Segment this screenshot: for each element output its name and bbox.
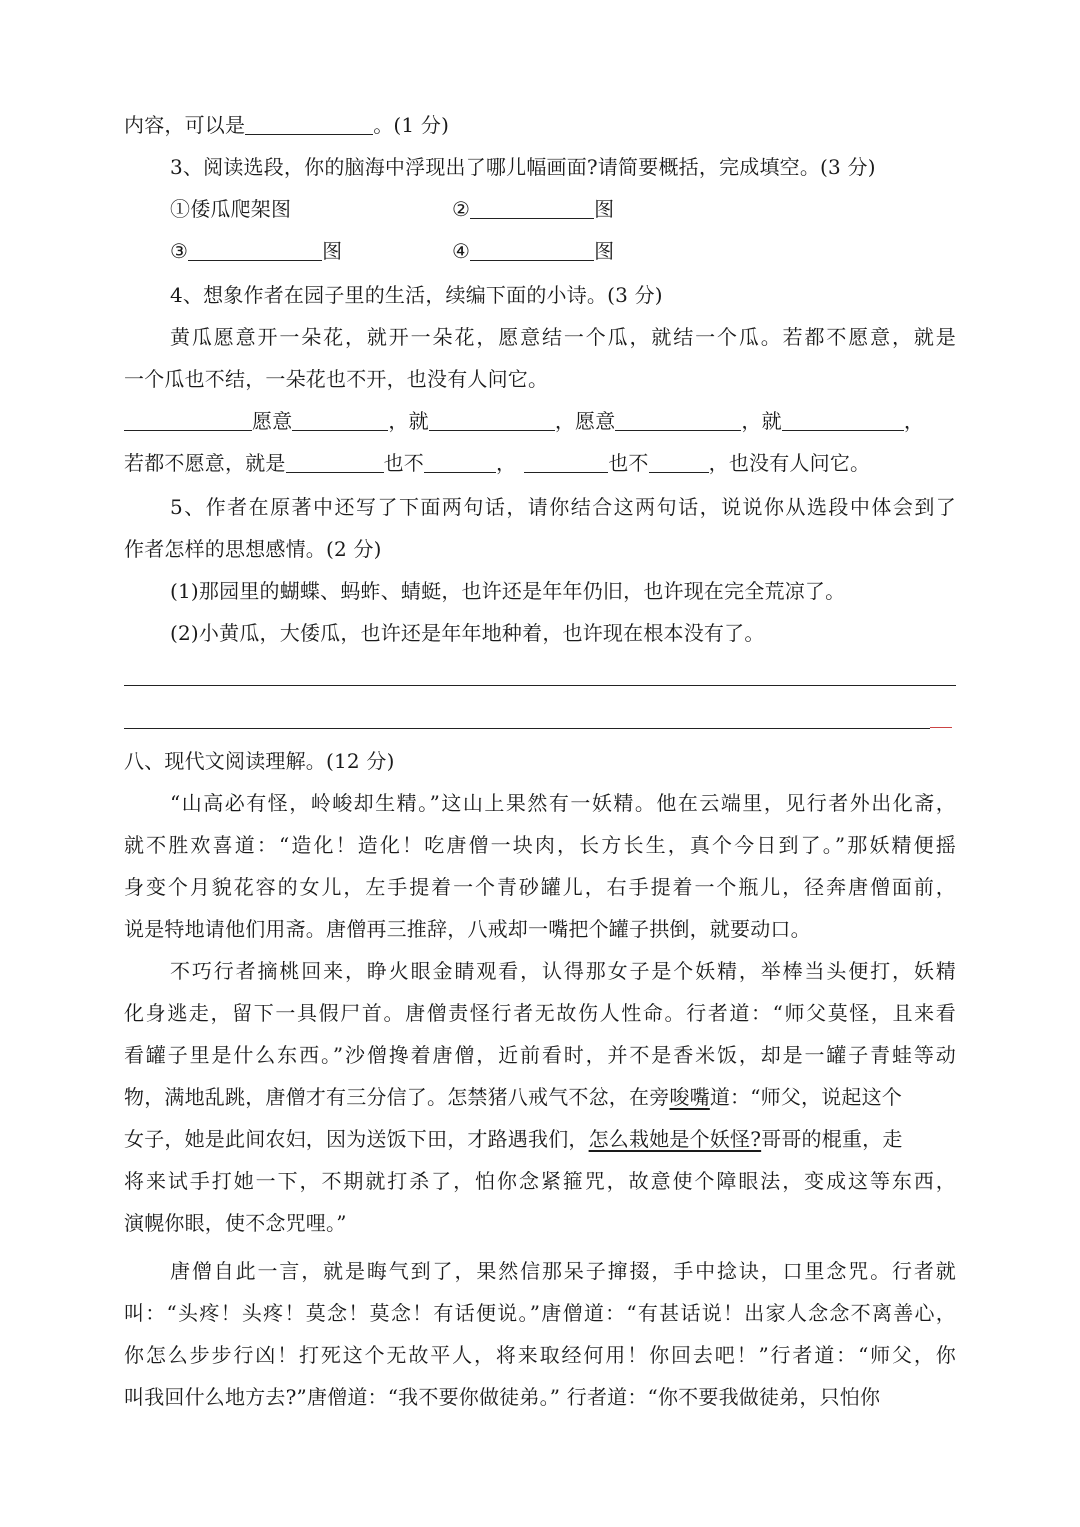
passage-line bbox=[124, 956, 956, 986]
question-5 bbox=[124, 492, 956, 522]
answer-blank[interactable] bbox=[124, 408, 252, 431]
passage-line bbox=[124, 1382, 956, 1412]
answer-item: ④ bbox=[452, 239, 471, 263]
passage-text: 说是特地请他们用斋。唐僧再三推辞，八戒却一嘴把个罐子拱倒，就要动口。 bbox=[124, 917, 811, 941]
answer-blank[interactable] bbox=[429, 408, 555, 431]
answer-blank[interactable] bbox=[649, 450, 709, 473]
fill-text: ，愿意 bbox=[554, 409, 616, 433]
passage-text: 就不胜欢喜道：“造化！造化！吃唐僧一块肉，长方长生，真个今日到了。”那妖精便摇 bbox=[124, 833, 956, 857]
passage-line bbox=[124, 914, 956, 944]
passage-text: 唐僧自此一言，就是晦气到了，果然信那呆子撺掇，手中捻诀，口里念咒。行者就 bbox=[170, 1259, 956, 1283]
passage-line bbox=[124, 1340, 956, 1370]
answer-item: ② bbox=[452, 197, 471, 221]
passage-line bbox=[124, 1040, 956, 1070]
passage-text: “山高必有怪，岭峻却生精。”这山上果然有一妖精。他在云端里，见行者外出化斋， bbox=[170, 791, 956, 815]
fill-text: 也不 bbox=[383, 451, 425, 475]
passage-line bbox=[124, 998, 956, 1028]
passage-text: 化身逃走，留下一具假尸首。唐僧责怪行者无故伤人性命。行者道：“师父莫怪，且来看 bbox=[124, 1001, 956, 1025]
quote-text: (1)那园里的蝴蝶、蚂蚱、蜻蜓，也许还是年年仍旧，也许现在完全荒凉了。 bbox=[170, 579, 846, 603]
question-3-row-2 bbox=[124, 236, 1002, 266]
fill-text: 也不 bbox=[608, 451, 649, 475]
passage-text: 将来试手打她一下，不期就打杀了，怕你念紧箍咒，故意使个障眼法，变成这等东西， bbox=[124, 1169, 956, 1193]
question-text: 4、想象作者在园子里的生活，续编下面的小诗。(3 分) bbox=[170, 283, 663, 307]
answer-blank[interactable] bbox=[470, 238, 594, 261]
section-heading: 八、现代文阅读理解。(12 分) bbox=[124, 749, 395, 773]
fill-text: ，就 bbox=[388, 409, 429, 433]
passage-text: 看罐子里是什么东西。”沙僧搀着唐僧，近前看时，并不是香米饭，却是一罐子青蛙等动 bbox=[124, 1043, 956, 1067]
answer-blank[interactable] bbox=[292, 408, 388, 431]
text-line bbox=[124, 110, 956, 140]
quote-sentence-1 bbox=[124, 576, 1002, 606]
passage-text: 身变个月貌花容的女儿，左手提着一个青砂罐儿，右手提着一个瓶儿，径奔唐僧面前， bbox=[124, 875, 956, 899]
fill-text: ， bbox=[496, 451, 517, 475]
quote-text: (2)小黄瓜，大倭瓜，也许还是年年地种着，也许现在根本没有了。 bbox=[170, 621, 765, 645]
passage-line bbox=[124, 1298, 956, 1328]
passage-text: 物，满地乱跳，唐僧才有三分信了。怎禁猪八戒气不忿，在旁 bbox=[124, 1085, 670, 1109]
question-4 bbox=[124, 280, 1002, 310]
passage-text: 哥哥的棍重，走 bbox=[761, 1127, 903, 1151]
answer-blank[interactable] bbox=[286, 450, 384, 473]
question-text: 5、作者在原著中还写了下面两句话，请你结合这两句话，说说你从选段中体会到了 bbox=[170, 495, 956, 519]
passage-line bbox=[124, 1082, 956, 1112]
passage-text: 叫我回什么地方去?”唐僧道：“我不要你做徒弟。” 行者道：“你不要我做徒弟，只怕你 bbox=[124, 1385, 881, 1409]
question-text: 作者怎样的思想感情。(2 分) bbox=[124, 537, 382, 561]
passage-text: 道：“师父，说起这个 bbox=[709, 1085, 903, 1109]
answer-item: 图 bbox=[322, 239, 343, 263]
answer-item: 图 bbox=[594, 197, 615, 221]
question-3-row-1 bbox=[124, 194, 1002, 224]
answer-item: 图 bbox=[594, 239, 615, 263]
answer-blank[interactable] bbox=[188, 238, 322, 261]
answer-blank[interactable] bbox=[424, 450, 496, 473]
answer-line[interactable] bbox=[124, 685, 956, 686]
poem-text: 一个瓜也不结，一朵花也不开，也没有人问它。 bbox=[124, 367, 549, 391]
question-5 bbox=[124, 534, 956, 564]
answer-item: ①倭瓜爬架图 bbox=[170, 197, 292, 221]
passage-text: 女子，她是此间农妇，因为送饭下田，才路遇我们， bbox=[124, 1127, 589, 1151]
text: 。(1 分) bbox=[373, 113, 450, 137]
answer-item: ③ bbox=[170, 239, 189, 263]
answer-blank[interactable] bbox=[470, 196, 594, 219]
passage-text: 演幌你眼，使不念咒哩。” bbox=[124, 1211, 347, 1235]
question-text: 3、阅读选段，你的脑海中浮现出了哪儿幅画面?请简要概括，完成填空。(3 分) bbox=[170, 155, 876, 179]
answer-line[interactable] bbox=[124, 728, 930, 729]
fill-line bbox=[124, 448, 956, 478]
quote-sentence-2 bbox=[124, 618, 1002, 648]
passage-line bbox=[124, 872, 956, 902]
poem-text: 黄瓜愿意开一朵花，就开一朵花，愿意结一个瓜，就结一个瓜。若都不愿意，就是 bbox=[170, 325, 956, 349]
fill-text: 若都不愿意，就是 bbox=[124, 451, 286, 475]
question-3 bbox=[124, 152, 1002, 182]
poem-line bbox=[124, 322, 956, 352]
underlined-sentence: 怎么栽她是个妖怪? bbox=[588, 1127, 762, 1151]
underlined-word: 唆嘴 bbox=[669, 1085, 710, 1109]
passage-text: 叫：“头疼！头疼！莫念！莫念！有话便说。”唐僧道：“有甚话说！出家人念念不离善心， bbox=[124, 1301, 956, 1325]
passage-line bbox=[124, 1256, 956, 1286]
answer-blank[interactable] bbox=[245, 112, 373, 135]
answer-blank[interactable] bbox=[782, 408, 904, 431]
passage-line bbox=[124, 1208, 956, 1238]
fill-text: 愿意 bbox=[252, 409, 293, 433]
poem-line bbox=[124, 364, 956, 394]
red-mark bbox=[930, 727, 952, 728]
passage-line bbox=[124, 1124, 956, 1154]
fill-text: ，也没有人问它。 bbox=[708, 451, 871, 475]
passage-text: 你怎么步步行凶！打死这个无故平人，将来取经何用！你回去吧！”行者道：“师父，你 bbox=[124, 1343, 956, 1367]
section-8-heading bbox=[124, 746, 956, 776]
passage-line bbox=[124, 788, 956, 818]
answer-blank[interactable] bbox=[615, 408, 741, 431]
fill-text: ， bbox=[903, 409, 925, 433]
passage-line bbox=[124, 830, 956, 860]
answer-blank[interactable] bbox=[524, 450, 608, 473]
text: 内容，可以是 bbox=[124, 113, 246, 137]
passage-line bbox=[124, 1166, 956, 1196]
fill-text: ，就 bbox=[741, 409, 782, 433]
fill-line bbox=[124, 406, 956, 436]
passage-text: 不巧行者摘桃回来，睁火眼金睛观看，认得那女子是个妖精，举棒当头便打，妖精 bbox=[170, 959, 956, 983]
